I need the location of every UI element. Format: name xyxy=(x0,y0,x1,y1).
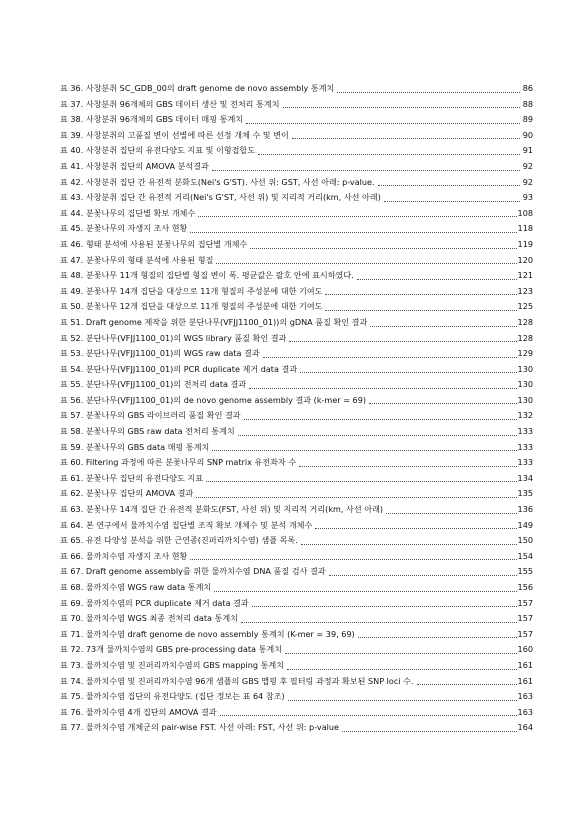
toc-entry[interactable] xyxy=(60,81,533,97)
dot-leader xyxy=(289,341,516,342)
toc-entry[interactable] xyxy=(60,268,533,284)
toc-entry[interactable] xyxy=(60,190,533,206)
toc-entry-title: 표 67. Draft genome assembly를 위한 물까치수염 DNA 품질 검사 결과 xyxy=(60,566,326,577)
dot-leader xyxy=(299,466,516,467)
toc-entry-page-number: 88 xyxy=(522,98,533,109)
toc-entry-page-number: 132 xyxy=(517,410,533,421)
dot-leader xyxy=(244,419,517,420)
toc-entry[interactable] xyxy=(60,362,533,378)
toc-entry-title: 표 57. 분꽃나무의 GBS 라이브러리 품질 확인 결과 xyxy=(60,410,241,421)
table-of-tables xyxy=(60,81,533,736)
toc-entry-page-number: 128 xyxy=(517,332,533,343)
toc-entry-page-number: 157 xyxy=(517,628,533,639)
toc-entry-page-number: 161 xyxy=(517,659,533,670)
dot-leader xyxy=(300,372,516,373)
dot-leader xyxy=(220,715,517,716)
toc-entry[interactable] xyxy=(60,674,533,690)
toc-entry[interactable] xyxy=(60,377,533,393)
toc-entry-title: 표 61. 분꽃나무 집단의 유전다양도 지표 xyxy=(60,472,204,483)
dot-leader xyxy=(329,575,517,576)
dot-leader xyxy=(357,279,517,280)
toc-entry-title: 표 46. 형태 분석에 사용된 분꽃나무의 집단별 개체수 xyxy=(60,238,248,249)
toc-entry-page-number: 163 xyxy=(517,691,533,702)
toc-entry-page-number: 157 xyxy=(517,597,533,608)
dot-leader xyxy=(238,435,517,436)
toc-entry[interactable] xyxy=(60,642,533,658)
toc-entry-page-number: 156 xyxy=(517,582,533,592)
toc-entry-title: 표 42. 사창분취 집단 간 유전적 분화도(Nei's G'ST). 사선 위: GST, 사선 아래: p-value. xyxy=(60,176,375,187)
toc-entry[interactable] xyxy=(60,518,533,534)
toc-entry-page-number: 91 xyxy=(522,145,533,156)
toc-entry-page-number: 121 xyxy=(517,270,533,281)
toc-entry-title: 표 68. 물까치수염 WGS raw data 통계치 xyxy=(60,582,212,592)
dot-leader xyxy=(206,481,517,482)
toc-entry-title: 표 37. 사창분취 96개체의 GBS 데이터 생산 및 전처리 통계치 xyxy=(60,98,280,109)
toc-entry-title: 표 63. 분꽃나무 14개 집단 간 유전적 분화도(FST, 사선 위) 및 지리적 거리(km, 사선 아래) xyxy=(60,504,384,515)
dot-leader xyxy=(417,684,517,685)
toc-entry[interactable] xyxy=(60,143,533,159)
dot-leader xyxy=(212,170,520,171)
toc-entry-page-number: 108 xyxy=(517,207,533,218)
toc-entry[interactable] xyxy=(60,112,533,128)
toc-entry-page-number: 160 xyxy=(517,644,533,655)
toc-entry[interactable] xyxy=(60,97,533,113)
toc-entry[interactable] xyxy=(60,408,533,424)
toc-entry[interactable] xyxy=(60,315,533,331)
toc-entry-title: 표 62. 분꽃나무 집단의 AMOVA 결과 xyxy=(60,488,194,499)
toc-entry-title: 표 40. 사창분취 집단의 유전다양도 지표 및 이형접합도 xyxy=(60,145,256,156)
toc-entry-title: 표 41. 사창분취 집단의 AMOVA 분석결과 xyxy=(60,160,209,171)
toc-entry-page-number: 134 xyxy=(517,472,533,483)
toc-entry-page-number: 133 xyxy=(517,457,533,468)
dot-leader xyxy=(342,731,517,732)
toc-entry-page-number: 86 xyxy=(522,83,533,93)
toc-entry[interactable] xyxy=(60,658,533,674)
toc-entry[interactable] xyxy=(60,440,533,456)
toc-entry-title: 표 48. 분꽃나무 11개 형질의 집단별 형질 변이 폭. 평균값은 괄호 안에 표시하였다. xyxy=(60,270,354,281)
dot-leader xyxy=(370,326,516,327)
toc-entry[interactable] xyxy=(60,549,533,565)
toc-entry[interactable] xyxy=(60,471,533,487)
toc-entry-title: 표 43. 사창분취 집단 간 유전적 거리(Nei's G'ST, 사선 위) 및 지리적 거리(km, 사선 아래) xyxy=(60,192,381,203)
toc-entry-page-number: 92 xyxy=(522,160,533,171)
toc-entry-title: 표 58. 분꽃나무의 GBS raw data 전처리 통계치 xyxy=(60,426,235,437)
toc-entry-title: 표 55. 분단나무(VFJJ1100_01)의 전처리 data 결과 xyxy=(60,379,247,390)
toc-entry-page-number: 89 xyxy=(522,114,533,125)
toc-entry-title: 표 56. 분단나무(VFJJ1100_01)의 de novo genome assembly 결과 (k-mer = 69) xyxy=(60,394,367,405)
toc-entry-title: 표 66. 물까치수염 자생지 조사 현황 xyxy=(60,550,188,561)
dot-leader xyxy=(250,248,516,249)
toc-entry-page-number: 155 xyxy=(517,566,533,577)
toc-entry-title: 표 73. 물까치수염 및 진퍼리까치수염의 GBS mapping 통계치 xyxy=(60,659,285,670)
toc-entry[interactable] xyxy=(60,580,533,596)
toc-entry-page-number: 123 xyxy=(517,285,533,296)
toc-entry-title: 표 70. 물까치수염 WGS 최종 전처리 data 통계치 xyxy=(60,613,238,624)
toc-entry-page-number: 135 xyxy=(517,488,533,499)
dot-leader xyxy=(246,123,520,124)
toc-entry-title: 표 47. 분꽃나무의 형태 분석에 사용된 형질 xyxy=(60,254,214,265)
toc-entry[interactable] xyxy=(60,237,533,253)
dot-leader xyxy=(325,310,516,311)
toc-entry-title: 표 75. 물까치수염 집단의 유전다양도 (집단 정보는 표 64 참조) xyxy=(60,691,285,702)
toc-entry[interactable] xyxy=(60,206,533,222)
toc-entry-title: 표 77. 물까치수염 개체군의 pair-wise FST. 사선 아래: FST, 사선 위: p-value xyxy=(60,722,340,733)
toc-entry[interactable] xyxy=(60,221,533,237)
toc-entry[interactable] xyxy=(60,596,533,612)
toc-entry-page-number: 119 xyxy=(517,238,533,249)
dot-leader xyxy=(386,513,516,514)
toc-entry-page-number: 130 xyxy=(517,394,533,405)
toc-entry[interactable] xyxy=(60,299,533,315)
toc-entry[interactable] xyxy=(60,424,533,440)
dot-leader xyxy=(190,559,516,560)
toc-entry-page-number: 136 xyxy=(517,504,533,515)
dot-leader xyxy=(212,450,516,451)
toc-entry-title: 표 76. 물까치수염 4개 집단의 AMOVA 결과 xyxy=(60,706,217,717)
toc-entry-page-number: 93 xyxy=(522,192,533,203)
toc-entry[interactable] xyxy=(60,689,533,705)
toc-entry[interactable] xyxy=(60,705,533,721)
toc-entry[interactable] xyxy=(60,284,533,300)
dot-leader xyxy=(358,637,517,638)
dot-leader xyxy=(283,107,520,108)
toc-entry[interactable] xyxy=(60,128,533,144)
toc-entry-title: 표 71. 물까치수염 draft genome de novo assembly 통계치 (K-mer = 39, 69) xyxy=(60,628,355,639)
toc-entry[interactable] xyxy=(60,253,533,269)
dot-leader xyxy=(216,263,516,264)
dot-leader xyxy=(190,232,516,233)
toc-entry-title: 표 50. 분꽃나무 12개 집단을 대상으로 11개 형질의 주성분에 대한 기여도 xyxy=(60,301,323,312)
toc-entry-title: 표 38. 사창분취 96개체의 GBS 데이터 매핑 통계치 xyxy=(60,114,244,125)
toc-entry-page-number: 157 xyxy=(517,613,533,624)
toc-entry[interactable] xyxy=(60,611,533,627)
toc-entry-page-number: 161 xyxy=(517,675,533,686)
dot-leader xyxy=(285,653,517,654)
toc-entry-title: 표 64. 본 연구에서 물까치수염 집단별 조직 확보 개체수 및 분석 개체수 xyxy=(60,519,313,530)
toc-entry-title: 표 53. 분단나무(VFJJ1100_01)의 WGS raw data 결과 xyxy=(60,348,260,359)
dot-leader xyxy=(378,185,520,186)
toc-entry-title: 표 59. 분꽃나무의 GBS data 매핑 통계치 xyxy=(60,441,210,452)
toc-entry-title: 표 39. 사창분취의 고품질 변이 선별에 따른 선정 개체 수 및 변이 xyxy=(60,129,289,140)
toc-entry-page-number: 150 xyxy=(517,535,533,546)
toc-entry-title: 표 44. 분꽃나무의 집단별 확보 개체수 xyxy=(60,207,196,218)
dot-leader xyxy=(369,403,517,404)
toc-entry-page-number: 128 xyxy=(517,316,533,327)
dot-leader xyxy=(198,216,516,217)
toc-entry[interactable] xyxy=(60,564,533,580)
toc-entry-title: 표 36. 사창분취 SC_GDB_00의 draft genome de novo assembly 통계치 xyxy=(60,83,335,93)
dot-leader xyxy=(325,294,516,295)
toc-entry[interactable] xyxy=(60,393,533,409)
dot-leader xyxy=(196,497,516,498)
dot-leader xyxy=(292,138,520,139)
toc-entry-title: 표 49. 분꽃나무 14개 집단을 대상으로 11개 형질의 주성분에 대한 기여도 xyxy=(60,285,323,296)
toc-entry[interactable] xyxy=(60,159,533,175)
toc-entry-title: 표 54. 분단나무(VFJJ1100_01)의 PCR duplicate 제거 data 결과 xyxy=(60,363,298,374)
toc-entry-title: 표 52. 분단나무(VFJJ1100_01)의 WGS library 품질 확인 결과 xyxy=(60,332,287,343)
toc-entry[interactable] xyxy=(60,346,533,362)
dot-leader xyxy=(384,201,520,202)
dot-leader xyxy=(258,154,520,155)
dot-leader xyxy=(252,606,517,607)
toc-entry-page-number: 164 xyxy=(517,722,533,733)
dot-leader xyxy=(301,544,517,545)
toc-entry[interactable] xyxy=(60,533,533,549)
toc-entry[interactable] xyxy=(60,502,533,518)
dot-leader xyxy=(263,357,517,358)
toc-entry[interactable] xyxy=(60,331,533,347)
toc-entry-title: 표 51. Draft genome 제작을 위한 분단나무(VFJJ1100_01))의 gDNA 품질 확인 결과 xyxy=(60,316,368,327)
toc-entry-page-number: 129 xyxy=(517,348,533,359)
dot-leader xyxy=(287,669,516,670)
toc-entry-page-number: 149 xyxy=(517,519,533,530)
toc-entry-page-number: 130 xyxy=(517,379,533,390)
dot-leader xyxy=(241,622,517,623)
dot-leader xyxy=(315,528,516,529)
dot-leader xyxy=(288,700,517,701)
toc-entry-title: 표 74. 물까치수염 및 진퍼리까치수염 96개 샘플의 GBS 맵핑 후 필터링 과정과 확보된 SNP loci 수. xyxy=(60,675,414,686)
toc-entry-page-number: 90 xyxy=(522,129,533,140)
toc-entry-page-number: 163 xyxy=(517,706,533,717)
toc-entry-page-number: 118 xyxy=(517,223,533,234)
toc-entry-page-number: 133 xyxy=(517,426,533,437)
toc-entry-page-number: 92 xyxy=(522,176,533,187)
toc-entry-title: 표 69. 물까치수염의 PCR duplicate 제거 data 결과 xyxy=(60,597,249,608)
toc-entry[interactable] xyxy=(60,486,533,502)
toc-entry[interactable] xyxy=(60,720,533,736)
toc-entry-title: 표 72. 73개 물까치수염의 GBS pre-processing data 통계치 xyxy=(60,644,283,655)
dot-leader xyxy=(249,388,516,389)
dot-leader xyxy=(214,591,516,592)
toc-entry-page-number: 120 xyxy=(517,254,533,265)
toc-entry-title: 표 60. Filtering 과정에 따른 분꽃나무의 SNP matrix 유전좌자 수 xyxy=(60,457,297,468)
toc-entry[interactable] xyxy=(60,455,533,471)
toc-entry-page-number: 133 xyxy=(517,441,533,452)
toc-entry-title: 표 65. 유전 다양성 분석을 위한 근연종(진퍼리까치수염) 샘플 목록. xyxy=(60,535,298,546)
toc-entry[interactable] xyxy=(60,175,533,191)
toc-entry-title: 표 45. 분꽃나무의 자생지 조사 현황 xyxy=(60,223,188,234)
toc-entry[interactable] xyxy=(60,627,533,643)
dot-leader xyxy=(337,92,520,93)
toc-entry-page-number: 130 xyxy=(517,363,533,374)
toc-entry-page-number: 154 xyxy=(517,550,533,561)
toc-entry-page-number: 125 xyxy=(517,301,533,312)
